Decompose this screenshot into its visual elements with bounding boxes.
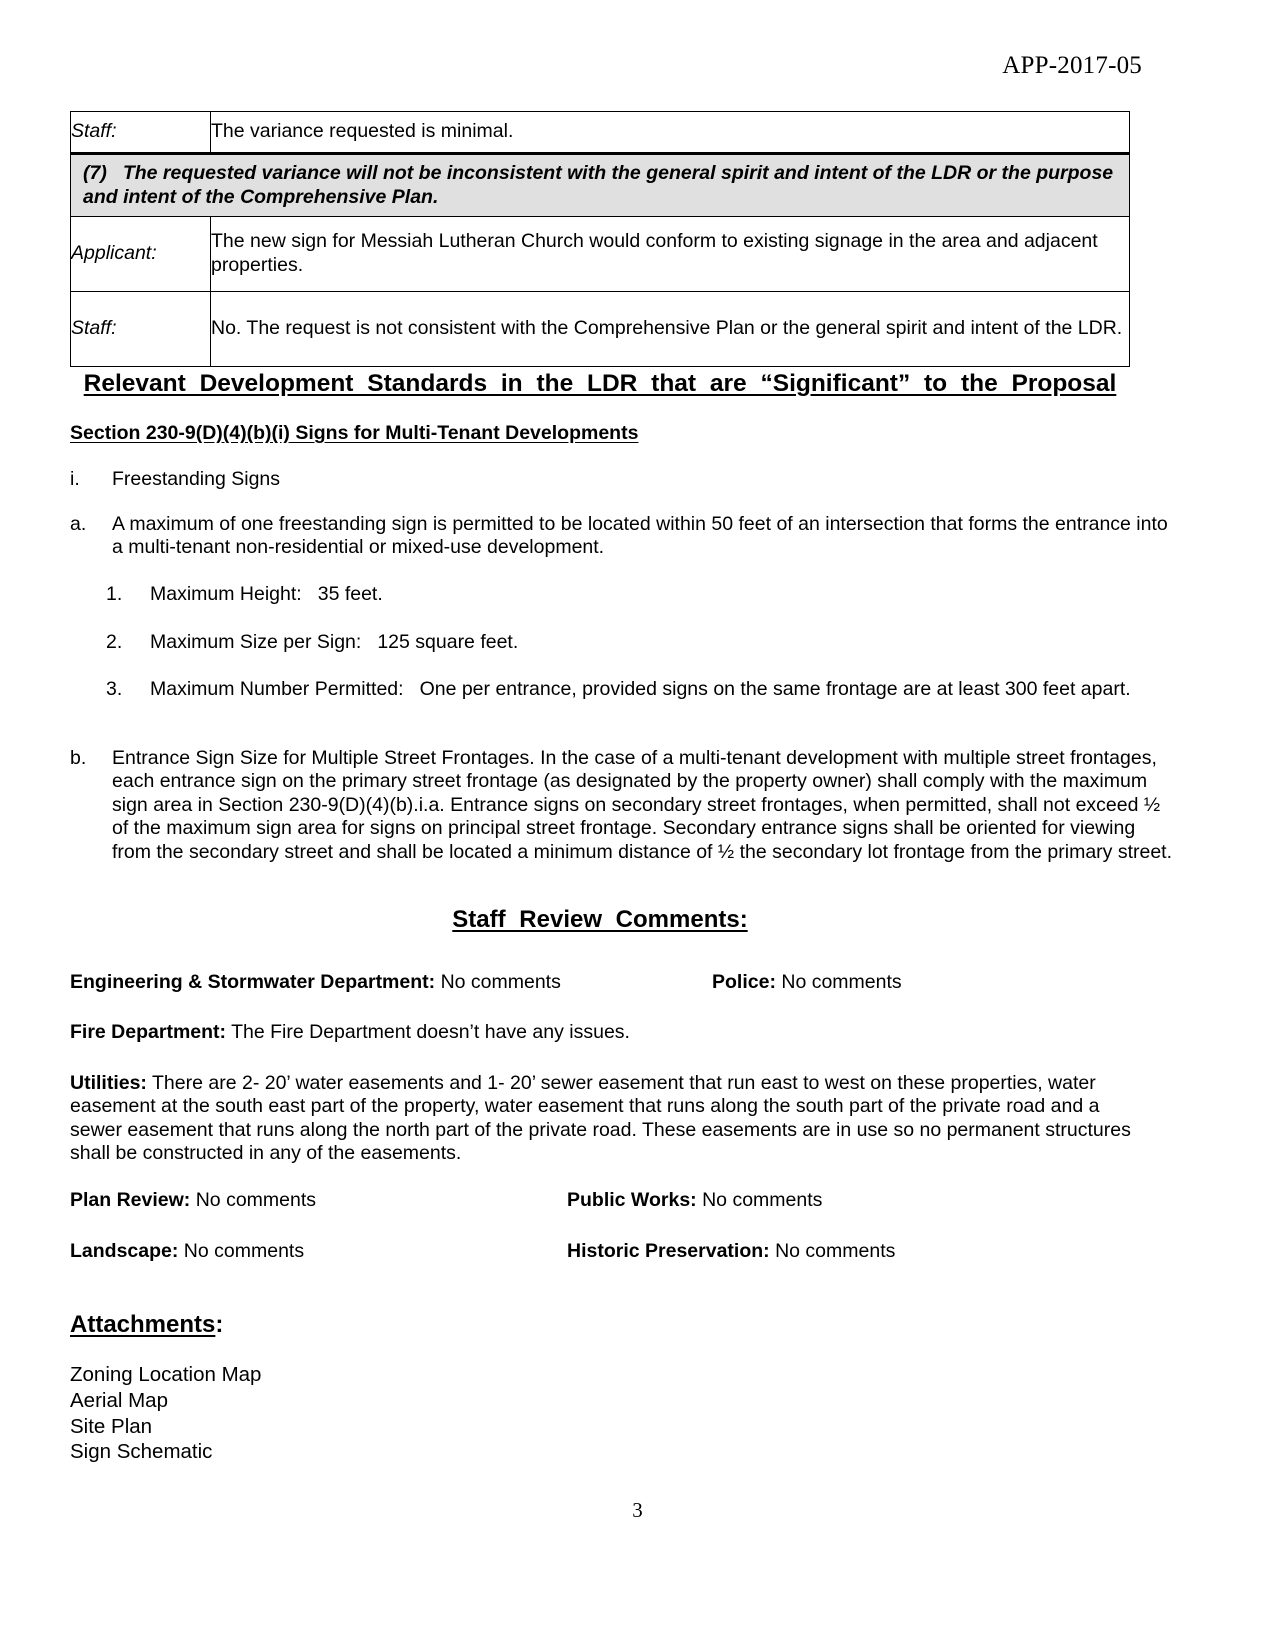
sub-list-item-3: [106, 678, 1150, 701]
dept-label: Engineering & Stormwater Department:: [70, 971, 436, 993]
dept-value: No comments: [440, 971, 561, 993]
sub-item-label: Maximum Size per Sign:: [150, 631, 362, 653]
dept-row-police: [712, 971, 902, 994]
list-item: Site Plan: [70, 1414, 153, 1438]
attachments-list: [70, 1362, 261, 1465]
dept-value: No comments: [195, 1189, 317, 1211]
document-case-number: APP-2017-05: [1002, 52, 1142, 79]
list-marker: 2.: [106, 631, 123, 653]
dept-label: Historic Preservation:: [567, 1240, 770, 1262]
list-marker: 1.: [106, 583, 123, 605]
page-title: Relevant Development Standards in the LDR that are “Significant” to the Proposal: [83, 370, 1117, 397]
dept-row-historic-preservation: [567, 1240, 895, 1263]
sub-item-label: Maximum Number Permitted:: [150, 678, 404, 700]
attachments-heading-text: Attachments: [70, 1311, 216, 1338]
list-marker: a.: [70, 513, 87, 535]
sub-item-value: 35 feet.: [317, 583, 383, 605]
dept-label: Police:: [712, 971, 776, 993]
list-item: Aerial Map: [70, 1388, 168, 1412]
table-row: [71, 292, 1130, 367]
criterion-cell: [71, 153, 1130, 216]
criterion-text: The requested variance will not be inconsistent with the general spirit and intent of the LDR or the purpose and intent of the Comprehensive Plan.: [83, 161, 1114, 208]
table-row: [71, 112, 1130, 154]
response-label: Applicant:: [71, 217, 211, 292]
list-item: Zoning Location Map: [70, 1363, 262, 1386]
criterion-number: (7): [83, 161, 107, 184]
dept-value: There are 2- 20’ water easements and 1- 20’ sewer easement that run east to west on these properties, water easement at the south east part of the property, water easement that runs along the south part of the private road and a sewer easement that runs along the north part of the private road. These easements are in use so no permanent structures shall be constructed in any of the easements.: [70, 1072, 1131, 1165]
dept-row-landscape: [70, 1240, 304, 1263]
dept-value: No comments: [702, 1189, 823, 1211]
dept-row-fire: [70, 1021, 630, 1044]
dept-label: Landscape:: [70, 1240, 179, 1262]
list-item-text: A maximum of one freestanding sign is permitted to be located within 50 feet of an intersection that forms the entrance into a multi-tenant non-residential or mixed-use development.: [112, 513, 1168, 559]
staff-review-heading: Staff Review Comments:: [452, 906, 748, 933]
list-marker: b.: [70, 747, 87, 769]
dept-label: Fire Department:: [70, 1021, 227, 1043]
sub-list-item-1: [106, 583, 1170, 606]
dept-label: Plan Review:: [70, 1189, 191, 1211]
criteria-response-table: [70, 111, 1130, 367]
sub-item-value: 125 square feet.: [377, 631, 519, 653]
sub-item-value: One per entrance, provided signs on the same frontage are at least 300 feet apart.: [419, 678, 1131, 700]
dept-value: No comments: [183, 1240, 305, 1262]
dept-row-utilities: [70, 1072, 1134, 1166]
dept-value: No comments: [775, 1240, 896, 1262]
dept-label: Public Works:: [567, 1189, 697, 1211]
attachments-heading: [70, 1311, 223, 1339]
list-item: Sign Schematic: [70, 1440, 213, 1464]
sub-item-label: Maximum Height:: [150, 583, 302, 605]
criterion-header-row: [71, 153, 1130, 216]
response-text: No. The request is not consistent with the Comprehensive Plan or the general spirit and intent of the LDR.: [211, 292, 1130, 367]
list-item-text: Entrance Sign Size for Multiple Street Frontages. In the case of a multi-tenant development with multiple street frontages, each entrance sign on the primary street frontage (as designated by the property owner) shall comply with the maximum sign area in Section 230-9(D)(4)(b).i.a. Entrance signs on secondary street frontages, when permitted, shall not exceed ½ of the maximum sign area for signs on principal street frontage. Secondary entrance signs shall be oriented for viewing from the secondary street and shall be located a minimum distance of ½ the secondary lot frontage from the primary street.: [112, 747, 1173, 863]
page-number: 3: [632, 1498, 643, 1522]
dept-row-engineering: [70, 971, 561, 994]
list-item-a: [70, 513, 1172, 560]
response-label: Staff:: [71, 292, 211, 367]
dept-row-public-works: [567, 1189, 822, 1212]
list-item-b: [70, 747, 1176, 864]
dept-row-plan-review: [70, 1189, 316, 1212]
dept-value: The Fire Department doesn’t have any issues.: [231, 1021, 630, 1043]
list-marker: i.: [70, 468, 80, 490]
list-item-text: Freestanding Signs: [112, 468, 281, 490]
dept-value: No comments: [781, 971, 902, 993]
list-item-i: [70, 468, 1172, 491]
dept-label: Utilities:: [70, 1072, 147, 1094]
sub-list-item-2: [106, 631, 1170, 654]
response-text: The variance requested is minimal.: [211, 112, 1130, 154]
response-label: Staff:: [71, 112, 211, 154]
list-marker: 3.: [106, 678, 123, 700]
response-text: The new sign for Messiah Lutheran Church would conform to existing signage in the area and adjacent properties.: [211, 217, 1130, 292]
section-heading: Section 230-9(D)(4)(b)(i) Signs for Multi-Tenant Developments: [70, 422, 639, 444]
attachments-heading-colon: :: [215, 1311, 224, 1338]
table-row: [71, 217, 1130, 292]
